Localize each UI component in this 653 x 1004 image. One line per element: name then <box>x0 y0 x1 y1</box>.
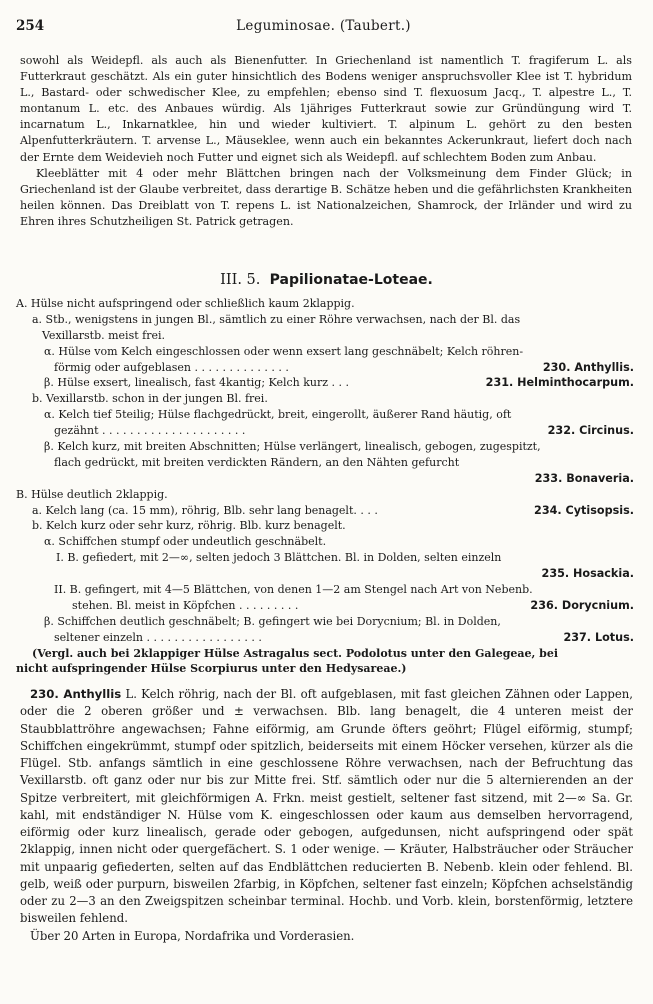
key-genus-name: 236. Dorycnium. <box>527 598 634 614</box>
key-genus-name: 234. Cytisopsis. <box>531 503 634 519</box>
key-line <box>16 518 634 534</box>
identification-key <box>16 296 634 677</box>
key-line-text: B. Hülse deutlich 2klappig. <box>16 487 168 501</box>
running-title: Leguminosae. (Taubert.) <box>236 18 411 34</box>
key-line-text: nicht aufspringender Hülse Scorpiurus unter den Hedysareae.) <box>16 662 407 676</box>
key-line-text: gezähnt . . . . . . . . . . . . . . . . . . . . . <box>54 424 246 438</box>
key-line <box>16 471 634 487</box>
page-number: 254 <box>16 18 45 34</box>
key-line <box>16 360 634 376</box>
key-line <box>16 534 634 550</box>
key-line-text: II. B. gefingert, mit 4—5 Blättchen, von denen 1—2 am Stengel nach Art von Nebenb. <box>54 583 533 597</box>
key-line <box>16 630 634 646</box>
key-line <box>16 439 634 455</box>
key-line <box>16 598 634 614</box>
key-line-text: β. Hülse exsert, linealisch, fast 4kantig; Kelch kurz . . . <box>44 376 350 390</box>
key-line <box>16 391 634 407</box>
key-line-text: a. Kelch lang (ca. 15 mm), röhrig, Blb. sehr lang benagelt. . . . <box>32 503 378 517</box>
genus-name: 230. Anthyllis <box>30 687 122 701</box>
key-line <box>16 566 634 582</box>
key-line <box>16 503 634 519</box>
section-heading <box>0 272 653 288</box>
section-number: III. 5. <box>220 272 261 288</box>
key-line <box>16 407 634 423</box>
key-line-text: b. Vexillarstb. schon in der jungen Bl. frei. <box>32 392 268 406</box>
key-genus-name: 232. Circinus. <box>545 423 634 439</box>
description-paragraph <box>20 686 633 928</box>
key-line <box>16 312 634 328</box>
genus-description <box>20 686 633 945</box>
key-genus-name: 235. Hosackia. <box>539 566 634 582</box>
key-line-text: α. Hülse vom Kelch eingeschlossen oder wenn exsert lang geschnäbelt; Kelch röhren- <box>44 344 524 358</box>
key-line-text: stehen. Bl. meist in Köpfchen . . . . . . . . . <box>72 598 299 612</box>
key-genus-name: 237. Lotus. <box>560 630 634 646</box>
key-line <box>16 661 634 677</box>
section-title: Papilionatae-Loteae. <box>269 272 433 288</box>
key-line-text: β. Schiffchen deutlich geschnäbelt; B. gefingert wie bei Dorycnium; Bl. in Dolden, <box>44 614 501 628</box>
key-line-text: β. Kelch kurz, mit breiten Abschnitten; Hülse verlängert, linealisch, gebogen, zugespitzt, <box>44 440 541 454</box>
key-line-text: flach gedrückt, mit breiten verdickten Rändern, an den Nähten gefurcht <box>54 455 460 469</box>
description-text: L. Kelch röhrig, nach der Bl. oft aufgeblasen, mit fast gleichen Zähnen oder Lappen, oder die 2 oberen größer und ± verwachsen. Blb. lang benagelt, die 4 unteren meist der Staubblattröhre angewachsen; Fahne eiförmig, am Grunde öfters geöhrt; Flügel eiförmig, stumpf; Schiffchen eingekrümmt, stumpf oder spitzlich, beiderseits mit einem Höcker versehen, kürzer als die Flügel. Stb. anfangs sämtlich in eine geschlossene Röhre verwachsen, nach der Befruchtung das Vexillarstb. oft ganz oder nur bis zur Mitte frei. Stf. sämtlich oder nur die 5 alternierenden an der Spitze verbreitert, mit gleichförmigen A. Frkn. meist gestielt, seltener fast sitzend, mit 2—∞ Sa. Gr. kahl, mit endständiger N. Hülse vom K. eingeschlossen oder kaum aus demselben hervorragend, eiförmig oder kurz linealisch, gerade oder gebogen, aufgedunsen, nicht aufspringend oder spät 2klappig, innen nicht oder quergefächert. S. 1 oder wenige. — Kräuter, Halbsträucher oder Sträucher mit unpaarig gefiederten, selten auf das Endblättchen reducierten B. Nebenb. klein oder fehlend. Bl. gelb, weiß oder purpurn, bisweilen 2farbig, in Köpfchen, seltener fast einzeln; Köpfchen achselständig oder zu 2—3 an den Zweigspitzen scheinbar terminal. Hochb. und Vorb. klein, borstenförmig, letztere bisweilen fehlend. <box>20 687 633 926</box>
key-line <box>16 614 634 630</box>
key-line-text: α. Kelch tief 5teilig; Hülse flachgedrückt, breit, eingerollt, äußerer Rand häutig, oft <box>44 408 512 422</box>
key-line <box>16 328 634 344</box>
page-header <box>16 18 631 38</box>
key-genus-name: 233. Bonaveria. <box>532 471 634 487</box>
distribution-note: Über 20 Arten in Europa, Nordafrika und Vorderasien. <box>30 928 355 943</box>
key-line <box>16 375 634 391</box>
trifolium-usage-text <box>20 53 632 230</box>
key-genus-name: 230. Anthyllis. <box>540 360 634 376</box>
paragraph: Kleeblätter mit 4 oder mehr Blättchen bringen nach der Volksmeinung dem Finder Glück; in Griechenland ist der Glaube verbreitet, dass derartige B. Schätze heben und die gefährlichsten Krankheiten heilen können. Das Dreiblatt von T. repens L. ist Nationalzeichen, Shamrock, der Irländer und wird zu Ehren ihres Schutzheiligen St. Patrick getragen. <box>20 166 632 228</box>
key-line <box>16 344 634 360</box>
key-line <box>16 455 634 471</box>
key-line-text: b. Kelch kurz oder sehr kurz, röhrig. Blb. kurz benagelt. <box>32 519 346 533</box>
key-line-text: I. B. gefiedert, mit 2—∞, selten jedoch 3 Blättchen. Bl. in Dolden, selten einzeln <box>56 551 502 565</box>
key-line <box>16 582 634 598</box>
key-line-text: seltener einzeln . . . . . . . . . . . . . . . . . <box>54 630 262 644</box>
key-line-text: a. Stb., wenigstens in jungen Bl., sämtlich zu einer Röhre verwachsen, nach der Bl. das <box>32 312 521 326</box>
key-genus-name: 231. Helminthocarpum. <box>483 375 634 391</box>
key-line-text: förmig oder aufgeblasen . . . . . . . . . . . . . . <box>54 360 289 374</box>
key-line <box>16 423 634 439</box>
paragraph: sowohl als Weidepfl. als auch als Bienenfutter. In Griechenland ist namentlich T. fragiferum L. als Futterkraut geschätzt. Als ein guter hinsichtlich des Bodens weniger anspruchsvoller Klee ist T. hybridum L., Bastard- oder schwedischer Klee, zu empfehlen; ebenso sind T. flexuosum Jacq., T. alpestre L., T. montanum L. etc. des Anbaues würdig. Als 1jähriges Futterkraut sowie zur Gründüngung wird T. incarnatum L., Inkarnatklee, hin und wieder kultiviert. T. alpinum L. gehört zu den besten Alpenfutterkräutern. T. arvense L., Mäuseklee, wenn auch ein bekanntes Ackerunkraut, liefert doch nach der Ernte dem Weidevieh noch Futter und eignet sich als Weidepfl. auf schlechtem Boden zum Anbau. <box>20 54 632 164</box>
key-line-text: (Vergl. auch bei 2klappiger Hülse Astragalus sect. Podolotus unter den Galegeae, bei <box>32 646 559 660</box>
key-line-text: A. Hülse nicht aufspringend oder schließlich kaum 2klappig. <box>16 297 355 310</box>
key-line-text: α. Schiffchen stumpf oder undeutlich geschnäbelt. <box>44 535 327 549</box>
key-line <box>16 550 634 566</box>
key-line <box>16 296 634 312</box>
key-line <box>16 646 634 662</box>
key-line-text: Vexillarstb. meist frei. <box>42 328 165 342</box>
key-line <box>16 487 634 503</box>
